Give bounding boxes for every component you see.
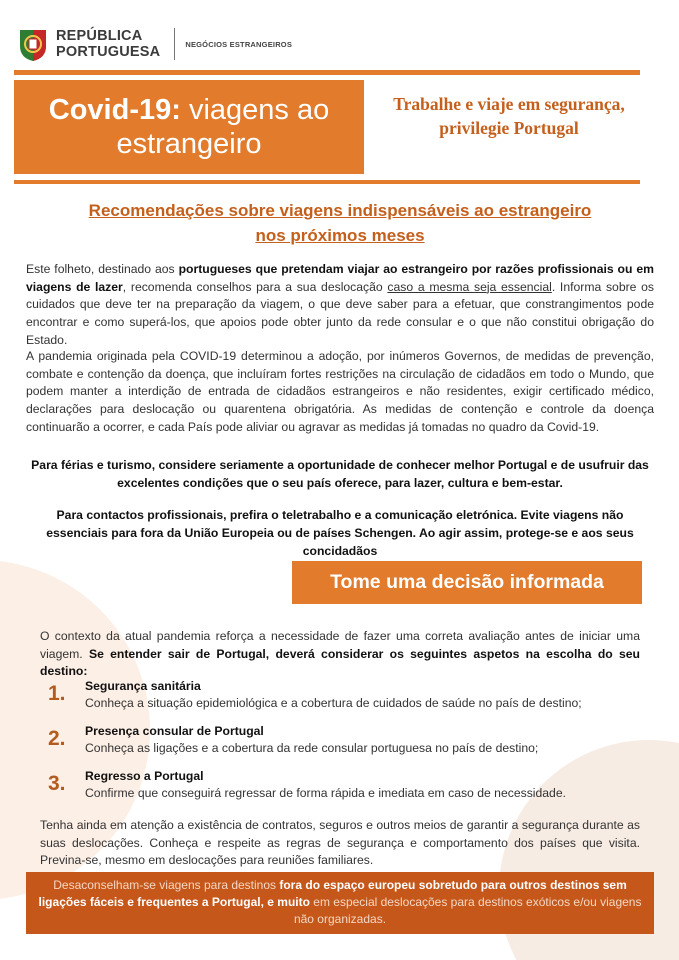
page-title — [24, 93, 354, 161]
footer-text-2: em especial deslocações para destinos exóticos e/ou viagens não organizadas. — [293, 895, 642, 926]
footer-text-1: Desaconselham-se viagens para destinos — [53, 878, 280, 892]
aspect-number: 1. — [48, 682, 66, 705]
context-bold: Se entender sair de Portugal, deverá considerar os seguintes aspetos na escolha do seu destino: — [40, 646, 641, 679]
intro-paragraph — [26, 261, 654, 350]
context-paragraph — [40, 628, 640, 681]
title-box — [14, 80, 364, 174]
aspect-number: 3. — [48, 772, 66, 795]
context-text: O contexto da atual pandemia reforça a necessidade de fazer uma correta avaliação antes de iniciar uma viagem. — [40, 629, 640, 661]
section-rule — [14, 180, 640, 184]
decision-heading: Tome uma decisão informada — [292, 561, 642, 604]
aspect-title: Segurança sanitária — [85, 679, 201, 693]
title-bold: Covid-19: — [48, 94, 181, 126]
ministry-name: NEGÓCIOS ESTRANGEIROS — [185, 39, 293, 49]
intro-bold: portugueses que pretendam viajar ao estrangeiro por razões profissionais ou em viagens de lazer — [26, 262, 654, 294]
brand-line-1: REPÚBLICA — [56, 28, 143, 44]
brand-line-2: PORTUGUESA — [56, 44, 161, 60]
footer-bold: fora do espaço europeu sobretudo para outros destinos sem ligações fáceis e frequentes a Portugal, e muito — [38, 878, 627, 909]
tourism-paragraph: Para férias e turismo, considere seriamente a oportunidade de conhecer melhor Portugal e de usufruir das excelentes condições que o seu país oferece, para lazer, cultura e bem-estar. — [31, 458, 649, 490]
aspect-description: Confirme que conseguirá regressar de forma rápida e imediata em caso de necessidade. — [85, 786, 566, 800]
aspect-description: Conheça as ligações e a cobertura da rede consular portuguesa no país de destino; — [85, 741, 539, 755]
top-rule — [14, 70, 640, 75]
attention-paragraph: Tenha ainda em atenção a existência de contratos, seguros e outros meios de garantir a segurança durante as suas deslocações. Conheça e respeite as regras de segurança e comportamento dos países que visita. Previna-se, mesmo em deslocações para reuniões familiares. — [40, 818, 640, 868]
contacts-paragraph: Para contactos profissionais, prefira o teletrabalho e a comunicação eletrónica. Evite viagens não essenciais para fora da União Europeia ou de países Schengen. Ao agir assim, protege-se e aos seus concidadãos — [46, 508, 634, 558]
aspect-title: Regresso a Portugal — [85, 769, 204, 783]
brand-name — [56, 28, 160, 60]
aspect-number: 2. — [48, 727, 66, 750]
subtitle-line-1: Recomendações sobre viagens indispensáveis ao estrangeiro — [88, 201, 592, 220]
pandemic-paragraph: A pandemia originada pela COVID-19 determinou a adoção, por inúmeros Governos, de medidas de prevenção, combate e contenção da doença, que incluíram fortes restrições na circulação de cidadãos em todo o Mundo, que podem manter a interdição de entrada de cidadãos estrangeiros e não residentes, exigir certificado médico, declarações para deslocação ou quarentena obrigatória. As medidas de contenção e controle da doença continuarão a ocorrer, e cada País pode aliviar ou agravar as medidas já tomadas no quadro da Covid-19. — [26, 349, 654, 434]
intro-underline: caso a mesma seja essencial — [387, 279, 552, 294]
aspect-description: Conheça a situação epidemiológica e a cobertura de cuidados de saúde no país de destino; — [85, 696, 582, 710]
slogan: Trabalhe e viaje em segurança, privilegie Portugal — [393, 94, 625, 138]
footer-warning — [26, 872, 654, 934]
header — [18, 22, 292, 66]
aspect-title: Presença consular de Portugal — [85, 724, 264, 738]
intro-text-1: Este folheto, destinado aos — [26, 262, 179, 276]
title-rest: viagens ao estrangeiro — [116, 94, 330, 160]
intro-text-3: . Informa sobre os cuidados que deve ter na preparação da viagem, o que deve saber para a efetuar, que constrangimentos pode encontrar e como superá-los, que apoios pode obter junto da rede consular e o que não constitui obrigação do Estado. — [26, 279, 654, 347]
header-divider — [174, 28, 175, 60]
coat-of-arms-icon — [18, 26, 48, 62]
subtitle — [40, 198, 640, 248]
intro-text-2: , recomenda conselhos para a sua deslocação — [122, 279, 388, 294]
subtitle-line-2: nos próximos meses — [255, 226, 425, 245]
